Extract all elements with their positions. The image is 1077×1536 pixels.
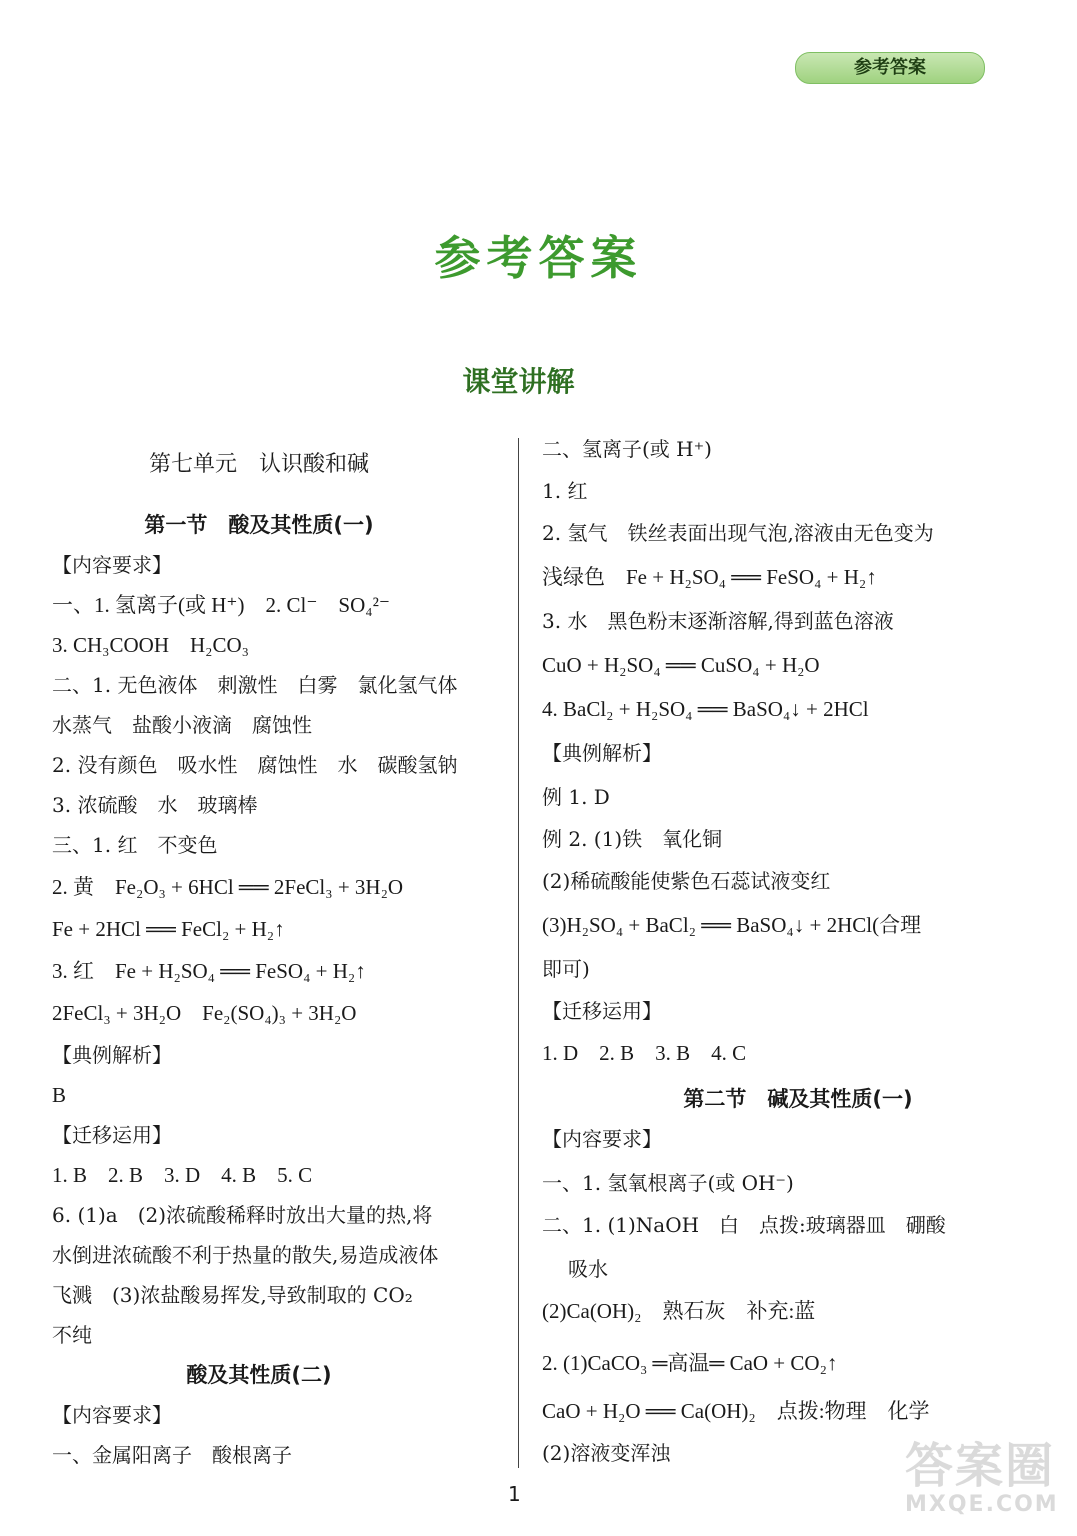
watermark-main: 答案圈 [905, 1438, 1056, 1494]
answer-line: 吸水 [568, 1257, 608, 1281]
equation-line: Fe + 2HCl ══ FeCl₂ + H₂↑ [52, 917, 285, 941]
answer-line: 飞溅 (3)浓盐酸易挥发,导致制取的 CO₂ [52, 1283, 413, 1307]
reference-answers-tab: 参考答案 [795, 52, 985, 84]
answer-line: 1. D 2. B 3. B 4. C [542, 1041, 747, 1065]
label-example-analysis: 【典例解析】 [542, 741, 662, 765]
equation-line: 2. (1)CaCO₃ ═高温═ CaO + CO₂↑ [542, 1351, 838, 1375]
label-content-requirement: 【内容要求】 [52, 553, 172, 577]
watermark [905, 1440, 1065, 1524]
answer-line: 水蒸气 盐酸小液滴 腐蚀性 [52, 713, 312, 737]
answer-line: 一、1. 氢离子(或 H⁺) 2. Cl⁻ SO₄²⁻ [52, 593, 390, 617]
answer-line: 2. 氢气 铁丝表面出现气泡,溶液由无色变为 [542, 521, 934, 545]
answer-line: (2)溶液变浑浊 [542, 1441, 671, 1465]
answer-line: 不纯 [52, 1323, 92, 1347]
page-title: 参考答案 [434, 231, 643, 285]
equation-line: CuO + H₂SO₄ ══ CuSO₄ + H₂O [542, 653, 820, 677]
column-divider [518, 438, 519, 1468]
equation-line: (3)H₂SO₄ + BaCl₂ ══ BaSO₄↓ + 2HCl(合理 [542, 913, 922, 937]
equation-line: 3. 红 Fe + H₂SO₄ ══ FeSO₄ + H₂↑ [52, 959, 366, 983]
page-number: 1 [508, 1482, 521, 1506]
answer-line: 水倒进浓硫酸不利于热量的散失,易造成液体 [52, 1243, 439, 1267]
answer-line: 2. 没有颜色 吸水性 腐蚀性 水 碳酸氢钠 [52, 753, 458, 777]
answer-line: 二、1. (1)NaOH 白 点拨:玻璃器皿 硼酸 [542, 1213, 946, 1237]
equation-line: 2. 黄 Fe₂O₃ + 6HCl ══ 2FeCl₃ + 3H₂O [52, 875, 404, 899]
answer-line: (2)稀硫酸能使紫色石蕊试液变红 [542, 869, 831, 893]
answer-line: 3. 浓硫酸 水 玻璃棒 [52, 793, 258, 817]
equation-line: 4. BaCl₂ + H₂SO₄ ══ BaSO₄↓ + 2HCl [542, 697, 869, 721]
answer-line: 即可) [542, 957, 590, 981]
answer-line: 二、氢离子(或 H⁺) [542, 437, 712, 461]
answer-line: 6. (1)a (2)浓硫酸稀释时放出大量的热,将 [52, 1203, 433, 1227]
lesson-heading: 酸及其性质(二) [186, 1363, 332, 1387]
label-content-requirement: 【内容要求】 [542, 1127, 662, 1151]
answer-line: 三、1. 红 不变色 [52, 833, 218, 857]
answer-line: 二、1. 无色液体 刺激性 白雾 氯化氢气体 [52, 673, 458, 697]
equation-line: 2FeCl₃ + 3H₂O Fe₂(SO₄)₃ + 3H₂O [52, 1001, 357, 1025]
unit-heading: 第七单元 认识酸和碱 [148, 452, 369, 477]
label-transfer-application: 【迁移运用】 [52, 1123, 172, 1147]
answer-line: 1. B 2. B 3. D 4. B 5. C [52, 1163, 313, 1187]
lesson-heading: 第二节 碱及其性质(一) [683, 1087, 913, 1111]
answer-line: 一、金属阳离子 酸根离子 [52, 1443, 292, 1467]
answer-line: (2)Ca(OH)₂ 熟石灰 补充:蓝 [542, 1299, 816, 1323]
label-content-requirement: 【内容要求】 [52, 1403, 172, 1427]
answer-line: B [52, 1083, 67, 1107]
label-transfer-application: 【迁移运用】 [542, 999, 662, 1023]
answer-line: 3. CH₃COOH H₂CO₃ [52, 633, 249, 657]
answer-line: 3. 水 黑色粉末逐渐溶解,得到蓝色溶液 [542, 609, 894, 633]
answer-line: 例 2. (1)铁 氧化铜 [542, 827, 723, 851]
watermark-sub: MXQE.COM [905, 1492, 1059, 1517]
answer-line: 一、1. 氢氧根离子(或 OH⁻) [542, 1171, 794, 1195]
equation-line: 浅绿色 Fe + H₂SO₄ ══ FeSO₄ + H₂↑ [542, 565, 877, 589]
section-title: 课堂讲解 [462, 365, 575, 398]
answer-line: 1. 红 [542, 479, 588, 503]
label-example-analysis: 【典例解析】 [52, 1043, 172, 1067]
lesson-heading: 第一节 酸及其性质(一) [144, 513, 374, 537]
equation-line: CaO + H₂O ══ Ca(OH)₂ 点拨:物理 化学 [542, 1399, 930, 1423]
answer-line: 例 1. D [542, 785, 610, 809]
